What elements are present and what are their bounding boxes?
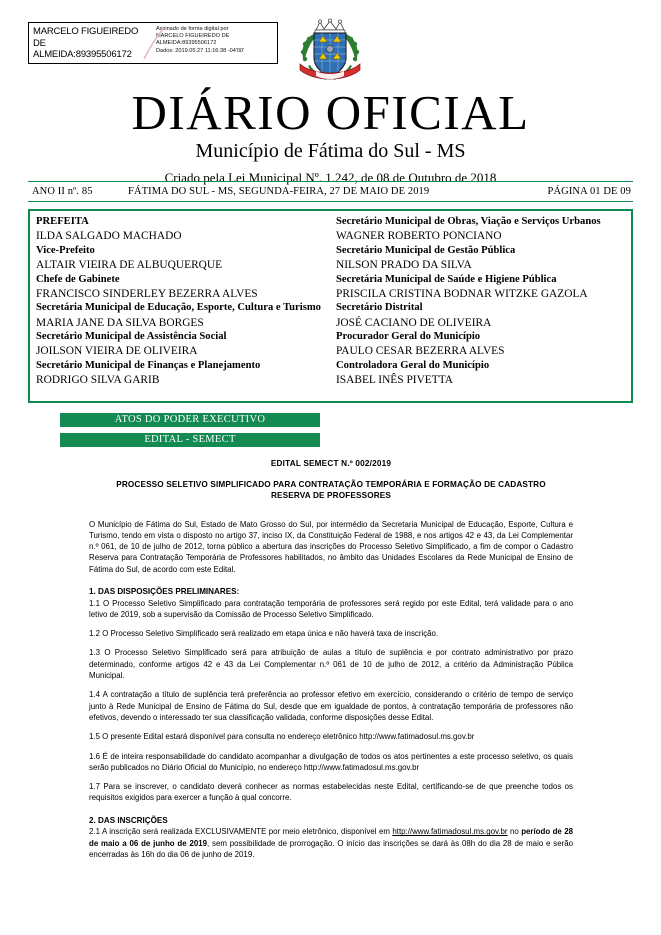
page-title: DIÁRIO OFICIAL	[131, 85, 530, 140]
official-role: Secretário Municipal de Gestão Pública	[336, 244, 516, 256]
official-role: Secretária Municipal de Saúde e Higiene Pública	[336, 273, 557, 285]
official-person: WAGNER ROBERTO PONCIANO	[336, 230, 502, 243]
official-person: FRANCISCO SINDERLEY BEZERRA ALVES	[36, 287, 258, 300]
issue-year-number: ANO II nº. 85	[32, 186, 93, 197]
item-2-1-text-start: 2.1 A inscrição será realizada EXCLUSIVAMENTE por meio eletrônico, disponível em	[89, 827, 393, 837]
edital-body	[89, 458, 573, 860]
item-1-6: 1.6 É de inteira responsabilidade do candidato acompanhar a divulgação de todos os atos pertinentes a este processo seletivo, os quais serão publicados no Diário Oficial do Município, no endereço http://www.fatimadosul.ms.gov.br	[89, 751, 573, 772]
officials-box	[28, 209, 633, 403]
edital-title	[89, 479, 573, 502]
signature-name-line-2: ALMEIDA:89395506172	[33, 49, 132, 60]
item-1-7: 1.7 Para se inscrever, o candidato deverá conhecer as normas estabelecidas neste Edital, certificando-se de que preenche todos os requisitos exigidos para exercer a função à qual concorre.	[89, 782, 573, 803]
masthead-subtitle: Município de Fátima do Sul - MS	[195, 140, 466, 162]
signature-detail-line-4: Dados: 2019.05.27 11:16:38 -04'00'	[156, 47, 245, 54]
signature-name-line-1: MARCELO FIGUEIREDO DE	[33, 26, 139, 49]
issue-location-date: FÁTIMA DO SUL - MS, SEGUNDA-FEIRA, 27 DE MAIO DE 2019	[128, 186, 430, 197]
digital-signature-stamp	[28, 22, 278, 64]
edital-intro-paragraph: O Município de Fátima do Sul, Estado de Mato Grosso do Sul, por intermédio da Secretaria Municipal de Educação, Esporte, Cultura e Turismo, tendo em vista o disposto no artigo 37, inciso IX, da Constituição Federal de 1988, e nos artigos 42 e 43, da Lei Complementar n.º 061, de 10 de julho de 2012, torna público a abertura das inscrições do Processo Seletivo Simplificado, a fim de compor o Cadastro Reserva para Contratação Temporária de Professores habilitados, no âmbito das Unidades Escolares da Rede Municipal de Ensino de Fátima do Sul, de acordo com este Edital.	[89, 519, 573, 574]
masthead-law: Criado pela Lei Municipal Nº. 1.242, de 08 de Outubro de 2018	[164, 170, 497, 185]
edital-title-line-2: RESERVA DE PROFESSORES	[270, 491, 392, 500]
section-1-heading: 1. DAS DISPOSIÇÕES PRELIMINARES:	[89, 586, 240, 596]
item-1-2: 1.2 O Processo Seletivo Simplificado será realizado em etapa única e não haverá taxa de inscrição.	[89, 629, 439, 639]
issue-info-bar	[28, 181, 633, 202]
official-person: JOILSON VIEIRA DE OLIVEIRA	[36, 345, 198, 358]
item-1-1: 1.1 O Processo Seletivo Simplificado para contratação temporária de professores será regido por este Edital, terá validade para o ano letivo de 2019, sob a supervisão da Comissão de Processo Seletivo Simplificado.	[89, 598, 573, 619]
signature-detail-line-1: Assinado de forma digital por	[156, 26, 229, 32]
item-2-1	[89, 826, 573, 860]
official-role: Vice-Prefeito	[36, 244, 95, 256]
official-person: RODRIGO SILVA GARIB	[36, 374, 160, 387]
official-person: ALTAIR VIEIRA DE ALBUQUERQUE	[36, 259, 223, 271]
official-person: NILSON PRADO DA SILVA	[336, 259, 472, 271]
section-banner-atos-poder-executivo: ATOS DO PODER EXECUTIVO	[60, 413, 320, 427]
official-role: Secretária Municipal de Educação, Esporte, Cultura e Turismo	[36, 302, 321, 314]
official-person: MARIA JANE DA SILVA BORGES	[36, 316, 204, 329]
edital-title-line-1: PROCESSO SELETIVO SIMPLIFICADO PARA CONTRATAÇÃO TEMPORÁRIA E FORMAÇÃO DE CADASTRO	[116, 479, 546, 489]
masthead	[0, 85, 661, 187]
signature-details	[153, 23, 277, 63]
officials-left-column	[30, 211, 330, 401]
officials-right-column	[330, 211, 631, 401]
official-role: Secretário Distrital	[336, 302, 423, 314]
item-1-4: 1.4 A contratação a título de suplência terá preferência ao professor efetivo em exercício, considerando o critério de tempo de serviço junto à Rede Municipal de Ensino de Fátima do Sul, desde que em igualdade de pontos, à contratação temporária de professores não efetivos, devendo o interessado ter sua classificação validada, conforme disposições desse Edital.	[89, 690, 573, 722]
official-person: PRISCILA CRISTINA BODNAR WITZKE GAZOLA	[336, 287, 588, 300]
item-1-3: 1.3 O Processo Seletivo Simplificado será para atribuição de aulas a título de suplência e por contrato administrativo por prazo determinado, conforme artigos 42 e 43 da Lei Complementar n.º 061 de 10 de julho de 2012, a critério da Administração Pública Municipal.	[89, 648, 573, 681]
official-person: JOSÉ CACIANO DE OLIVEIRA	[336, 316, 492, 329]
edital-number: EDITAL SEMECT N.º 002/2019	[270, 459, 392, 468]
signature-subject	[29, 23, 153, 63]
inscription-period: período de 28 de maio a 06 de junho de 2019	[89, 827, 573, 848]
official-person: ILDA SALGADO MACHADO	[36, 230, 182, 243]
official-role: Secretário Municipal de Finanças e Planejamento	[36, 359, 261, 371]
official-role: PREFEITA	[36, 216, 89, 227]
official-role: Secretário Municipal de Obras, Viação e Serviços Urbanos	[336, 216, 601, 227]
section-2-heading: 2. DAS INSCRIÇÕES	[89, 815, 168, 825]
official-person: PAULO CESAR BEZERRA ALVES	[336, 345, 505, 358]
brasao-coat-of-arms-icon	[296, 18, 364, 88]
official-role: Procurador Geral do Município	[336, 331, 481, 343]
signature-detail-line-3: ALMEIDA:89395506172	[156, 40, 217, 47]
item-2-1-text-mid: no	[507, 827, 522, 837]
issue-page-number: PÁGINA 01 DE 09	[547, 186, 631, 197]
official-role: Chefe de Gabinete	[36, 273, 120, 285]
signature-detail-line-2: MARCELO FIGUEIREDO DE	[156, 33, 230, 40]
official-role: Controladora Geral do Município	[336, 359, 490, 371]
inscription-link[interactable]: http://www.fatimadosul.ms.gov.br	[392, 827, 508, 837]
official-role: Secretário Municipal de Assistência Social	[36, 331, 227, 343]
item-1-5: 1.5 O presente Edital estará disponível para consulta no endereço eletrônico http://www.fatimadosul.ms.gov.br	[89, 732, 475, 742]
item-2-1-text-end: , sem possibilidade de prorrogação. O início das inscrições se dará às 08h do dia 28 de maio e serão encerradas às 16h do dia 06 de junho de 2019.	[89, 838, 573, 859]
official-person: ISABEL INÊS PIVETTA	[336, 374, 453, 387]
section-banner-edital-semect: EDITAL - SEMECT	[60, 433, 320, 447]
